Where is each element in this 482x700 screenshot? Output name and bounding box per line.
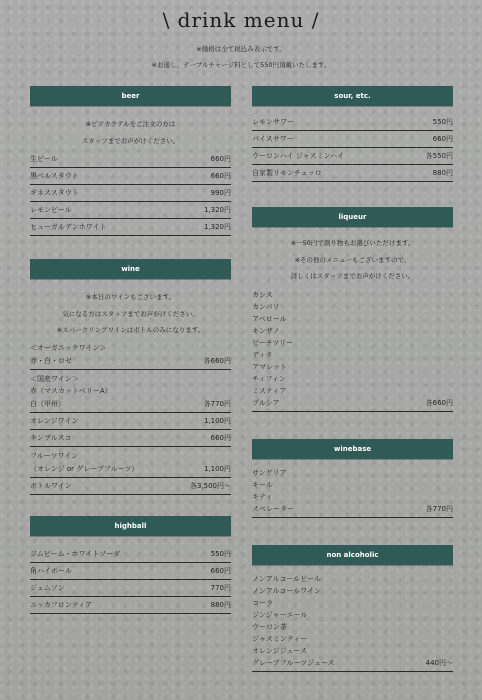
item-name: 角ハイボール (30, 567, 72, 575)
item-name: オレンジジュース (252, 647, 307, 655)
wine-item (30, 353, 231, 370)
beer-item (30, 219, 231, 236)
beer-list (30, 151, 231, 236)
liqueur-item (252, 301, 453, 313)
item-price: 440円〜 (425, 659, 453, 667)
item-name: チィフィン (252, 374, 286, 383)
beer-note: スタッフまでお声がけください。 (81, 136, 180, 145)
liqueur-note: ※その他のメニューもございますので、 (294, 255, 411, 264)
item-price: 550円 (432, 118, 453, 126)
wine-item (30, 478, 231, 495)
item-name: ジムビーム・ホワイトソーダ (30, 550, 121, 558)
wine-header: wine (30, 259, 231, 279)
non-alcoholic-item (252, 633, 453, 645)
item-name: キティ (252, 493, 273, 501)
item-price: 660円 (210, 172, 231, 180)
liqueur-section (252, 207, 453, 412)
winebase-item (252, 491, 453, 503)
item-name: 生ビール (30, 155, 58, 163)
menu-title: \ drink menu / (162, 8, 320, 32)
item-name: レモンビール (30, 206, 72, 214)
highball-header: highball (30, 516, 231, 536)
item-name: ジャスミンティー (252, 635, 308, 643)
winebase-section (252, 439, 453, 518)
item-price: 770円 (210, 584, 231, 592)
item-name: プルシア (252, 398, 280, 407)
item-name: 黒ベルスタウト (30, 172, 79, 180)
item-price: 各660円 (425, 398, 453, 407)
winebase-list (252, 467, 453, 518)
sour-item (252, 148, 453, 165)
liqueur-item (252, 313, 453, 325)
item-name: ウーロンハイ ジャスミンハイ (252, 152, 345, 160)
item-price: 各770円 (425, 505, 453, 513)
organic-wine-label: ＜オーガニックワイン＞ (30, 343, 107, 352)
item-name: 赤・白・ロゼ (30, 356, 72, 365)
wine-item (30, 413, 231, 430)
liqueur-item (252, 373, 453, 385)
wine-note: 気になる方はスタッフまでお声がけください。 (62, 309, 199, 318)
liqueur-item (252, 349, 453, 361)
non-alcoholic-item (252, 585, 453, 597)
non-alcoholic-item (252, 645, 453, 657)
item-name: グレープフルーツジュース (252, 659, 335, 667)
beer-note: ※ビアカクテルをご注文の方は (85, 120, 176, 128)
item-price: 各3,500円〜 (189, 481, 231, 490)
item-price: 各550円 (425, 152, 453, 160)
liqueur-item (252, 385, 453, 397)
highball-item (30, 546, 231, 563)
item-price: 1,320円 (203, 206, 231, 214)
highball-section (30, 516, 231, 614)
item-name: サングリア (252, 469, 287, 477)
fruit-wine-label: フルーツワイン (30, 451, 79, 460)
winebase-header: winebase (252, 439, 453, 459)
item-name: ディタ (252, 350, 273, 359)
domestic-wine-label: ＜国産ワイン＞ (30, 374, 79, 383)
charge-note: ※お通し、テーブルチャージ料として550円頂戴いたします。 (151, 61, 331, 69)
sour-item (252, 114, 453, 131)
item-name: アペロール (252, 314, 287, 323)
liqueur-item (252, 325, 453, 337)
liqueur-note: ※一50円で割り物もお選びいただけます。 (290, 239, 415, 247)
sour-item (252, 165, 453, 182)
non-alcoholic-list (252, 573, 453, 672)
wine-notes (30, 289, 231, 339)
winebase-item (252, 467, 453, 479)
winebase-item-last (252, 503, 453, 518)
wine-section (30, 259, 231, 495)
item-price: 880円 (210, 601, 231, 609)
beer-item (30, 202, 231, 219)
item-name: コーラ (252, 599, 273, 607)
item-price: 550円 (210, 550, 231, 558)
item-price: 各660円 (203, 356, 231, 365)
non-alcoholic-item-last (252, 657, 453, 672)
item-name: ギネススタウト (30, 189, 79, 197)
wine-list (30, 341, 231, 495)
sour-item (252, 131, 453, 148)
item-name: ノンアルコールワイン (252, 587, 322, 595)
item-name: カシス (252, 290, 273, 299)
item-name: レモンサワー (252, 118, 294, 126)
item-name: パイスサワー (252, 135, 294, 143)
sour-header: sour, etc. (252, 86, 453, 106)
item-name: キンザノ (252, 326, 280, 335)
item-price: 1,100円 (203, 464, 231, 473)
wine-item (30, 396, 231, 413)
liqueur-note: 詳しくはスタッフまでお声がけください。 (290, 272, 415, 280)
item-name: スペレーター (252, 505, 294, 513)
item-price: 660円 (432, 135, 453, 143)
liqueur-item (252, 289, 453, 301)
beer-section (30, 86, 231, 236)
item-name: カンパリ (252, 302, 280, 311)
liqueur-item (252, 361, 453, 373)
non-alcoholic-header: non alcoholic (252, 545, 453, 565)
item-name: ニッカフロンティア (30, 601, 93, 609)
non-alcoholic-item (252, 621, 453, 633)
item-name: ヒューガルデンホワイト (30, 223, 107, 231)
highball-item (30, 597, 231, 614)
item-name: 白（甲州） (30, 399, 65, 408)
item-price: 990円 (210, 189, 231, 197)
highball-list (30, 546, 231, 614)
item-price: 1,320円 (203, 223, 231, 231)
item-price: 880円 (432, 169, 453, 177)
item-name: ジェムソン (30, 584, 65, 592)
wine-note: ※本日のワインもございます。 (85, 293, 176, 301)
liqueur-item-last (252, 397, 453, 412)
liqueur-header: liqueur (252, 207, 453, 227)
highball-item (30, 580, 231, 597)
beer-item (30, 185, 231, 202)
non-alcoholic-item (252, 597, 453, 609)
highball-item (30, 563, 231, 580)
non-alcoholic-item (252, 573, 453, 585)
non-alcoholic-item (252, 609, 453, 621)
beer-header: beer (30, 86, 231, 106)
wine-item (30, 461, 231, 478)
wine-note: ※スパークリングワインはボトルのみになります。 (56, 326, 205, 334)
item-name: 自家製リモンチェッロ (252, 169, 322, 177)
liqueur-list (252, 289, 453, 412)
liqueur-notes (252, 235, 453, 285)
item-price: 660円 (210, 433, 231, 442)
item-name: オレンジワイン (30, 416, 79, 425)
item-name: アマレット (252, 362, 287, 371)
item-name: ノンアルコールビール (252, 575, 321, 583)
item-name: キンブルスコ (30, 433, 72, 442)
liqueur-item (252, 337, 453, 349)
item-name: ミスティア (252, 386, 287, 395)
beer-item (30, 168, 231, 185)
item-price: 1,100円 (203, 416, 231, 425)
tax-note: ※価格は全て税込み表示です。 (196, 45, 286, 53)
item-price: 660円 (210, 155, 231, 163)
item-price: 660円 (210, 567, 231, 575)
domestic-wine-red: 赤（マスカットベリーA） (30, 386, 112, 395)
item-name: ピーチツリー (252, 338, 294, 347)
sour-list (252, 114, 453, 182)
item-name: ジンジャーエール (252, 611, 308, 619)
beer-notes (30, 116, 231, 149)
item-name: （オレンジ or グレープフルーツ） (30, 464, 139, 473)
item-name: ウーロン茶 (252, 623, 287, 631)
beer-item (30, 151, 231, 168)
sour-section (252, 86, 453, 182)
non-alcoholic-section (252, 545, 453, 672)
item-name: ボトルワイン (30, 481, 72, 490)
wine-item (30, 430, 231, 447)
item-price: 各770円 (203, 399, 231, 408)
winebase-item (252, 479, 453, 491)
item-name: キール (252, 481, 273, 489)
